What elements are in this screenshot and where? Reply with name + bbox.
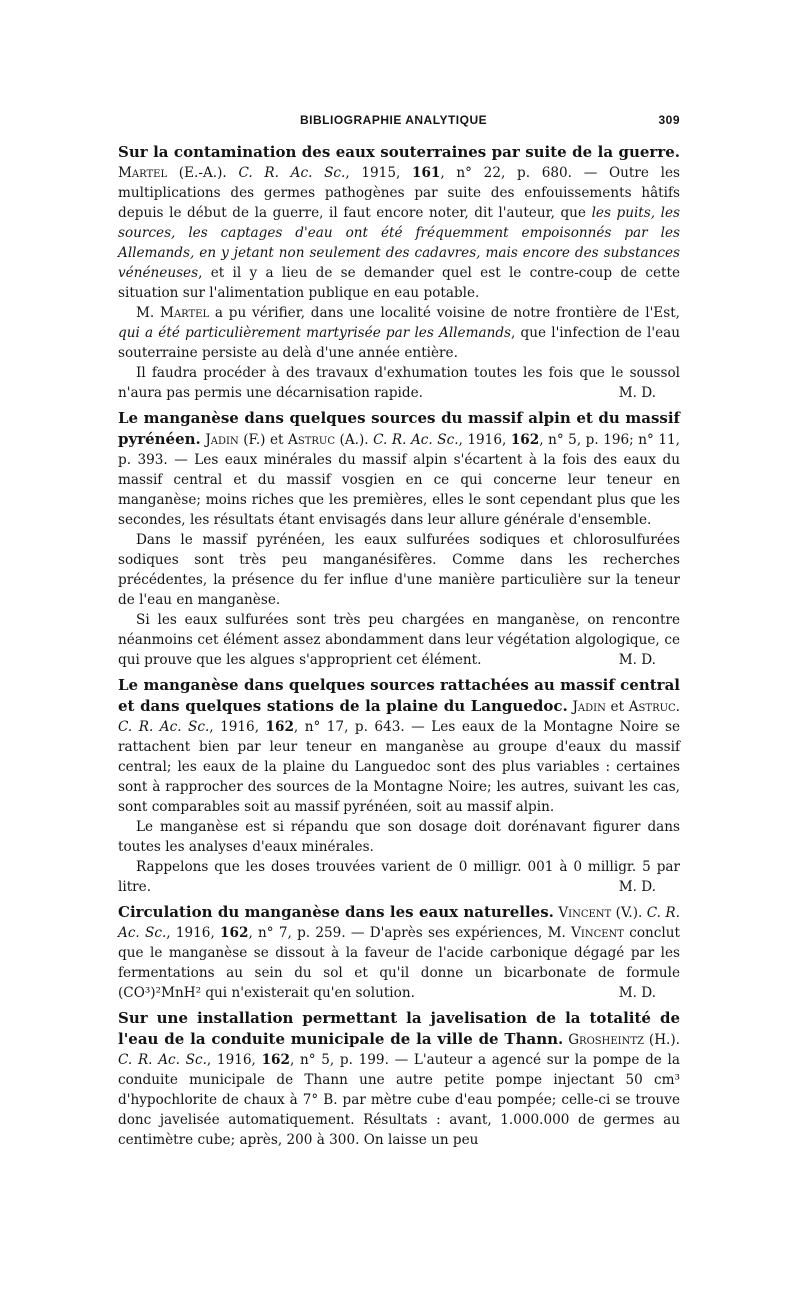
entry-volume: 162 [510,432,540,448]
entry-author-initials: (F.) et [238,432,289,448]
entry-author: Jadin [572,699,606,715]
entry-person: M. Vincent [547,925,624,941]
entry-author: Astruc. [628,699,681,715]
entry-title: Sur une installation permettant la javelisation de la totalité de l'eau de la conduite municipale de la ville de Thann. [118,1009,680,1048]
entry-paragraph [118,1008,680,1150]
entry-signature: M. D. [618,385,656,401]
entry-paragraph [118,902,680,1003]
page-number: 309 [658,113,680,127]
entry-volume: 161 [412,165,441,181]
entry-text: , n° 5, p. 199. — L'auteur a agencé sur la pompe de la conduite municipale de Thann une autre petite pompe injectant 50 cm³ d'hypochlorite de chaux à 7° B. par mètre cube d'eau pompée; celle-ci se trouve donc javelisée automatiquement. Résultats : avant, 1.000.000 de germes au centimètre cube; après, 200 à 300. On laisse un peu [118,1052,680,1148]
entry-journal: C. R. Ac. Sc. [118,719,210,735]
entry-year: , 1916, [166,925,221,941]
entry-quote: qui a été particulièrement martyrisée par les Allemands [118,325,511,341]
entry-text: Il faudra procéder à des travaux d'exhumation toutes les fois que le soussol n'aura pas permis une décarnisation rapide. [118,365,680,401]
entry-paragraph [118,363,680,403]
entry-year: , 1915, [345,165,401,181]
entry-author-initials: (A.). [335,432,374,448]
entry-text: , n° 7, p. 259. — D'après ses expériences, [248,925,548,941]
entry-journal: C. R. Ac. Sc. [118,1052,207,1068]
entry-journal: C. R. Ac. Sc. [118,905,680,941]
entry-signature: M. D. [618,879,656,895]
entry-author: Astruc [288,432,335,448]
entry-author-initials: (H.). [643,1032,680,1048]
entry-contamination [118,142,680,403]
entry-text: , et il y a lieu de se demander quel est le contre-coup de cette situation sur l'alimentation publique en eau potable. [118,265,680,301]
entry-text: a pu vérifier, dans une localité voisine de notre frontière de l'Est, [209,305,680,321]
entry-paragraph [118,857,680,897]
entry-signature: M. D. [618,652,656,668]
entry-manganese-languedoc [118,675,680,897]
entry-author-join: et [605,699,629,715]
entry-text: Dans le massif pyrénéen, les eaux sulfurées sodiques et chlorosulfurées sodiques sont très peu manganésifères. Comme dans les recherches précédentes, la présence du fer influe d'une manière particulière sur la teneur de l'eau en manganèse. [118,532,680,608]
entry-text: Si les eaux sulfurées sont très peu chargées en manganèse, on rencontre néanmoins cet élément assez abondamment dans leur végétation algologique, ce qui prouve que les algues s'approprient cet élément. [118,612,680,668]
entry-manganese-alpin [118,408,680,670]
entry-year: , 1916, [209,719,266,735]
entry-text: conclut que le manganèse se dissout à la faveur de l'acide carbonique dégagé par les fermentations au sein du sol et qu'il donne un bicarbonate de formule (CO³)²MnH² qui n'existerait qu'en solution. [118,925,680,1001]
entry-paragraph [118,142,680,303]
entry-volume: 162 [265,719,294,735]
running-title: BIBLIOGRAPHIE ANALYTIQUE [300,113,488,127]
entry-javelisation-thann [118,1008,680,1150]
entry-text: Rappelons que les doses trouvées varient de 0 milligr. 001 à 0 milligr. 5 par litre. [118,859,680,895]
entry-author: Grosheintz [568,1032,644,1048]
entry-paragraph [118,817,680,857]
entry-journal: C. R. Ac. Sc. [373,432,459,448]
entry-text: , que l'infection de l'eau souterraine persiste au delà d'une année entière. [118,325,680,361]
entry-text: , n° 17, p. 643. — Les eaux de la Montagne Noire se rattachent bien par leur teneur en manganèse au groupe d'eaux du massif central; les eaux de la plaine du Languedoc sont des plus variables : certaines sont à rapprocher des sources de la Montagne Noire; les autres, suivant les cas, sont comparables soit au massif pyrénéen, soit au massif alpin. [118,719,680,815]
entry-paragraph [118,610,680,670]
entry-paragraph [118,530,680,610]
entry-journal: C. R. Ac. Sc. [238,165,346,181]
entry-author-initials: (V.). [611,905,647,921]
entry-year: , 1916, [458,432,511,448]
entry-title: Sur la contamination des eaux souterraines par suite de la guerre. [118,143,680,161]
entry-author: Martel (E.-A.). [118,165,227,181]
entry-circulation-manganese [118,902,680,1003]
document-page [118,108,680,1155]
entry-title: Le manganèse dans quelques sources du massif alpin et du massif pyrénéen. [118,409,680,448]
running-header [118,108,680,130]
entry-text: les multiplications des germes pathogènes par suite des enfouissements hâtifs depuis le début de la guerre, il faut encore noter, dit l'auteur, que [118,165,681,221]
entry-paragraph [118,303,680,363]
entry-text: Le manganèse est si répandu que son dosage doit dorénavant figurer dans toutes les analyses d'eaux minérales. [118,819,680,855]
entry-title: Circulation du manganèse dans les eaux naturelles. [118,903,554,921]
entry-quote: les puits, les sources, les captages d'eau ont été fréquemment empoisonnés par les Allemands, en y jetant non seulement des cadavres, mais encore des substances vénéneuses [118,205,681,281]
entry-person: M. Martel [136,305,210,321]
entry-year: , 1916, [206,1052,262,1068]
entry-issue: , n° 22, p. 680. — Outre [440,165,649,181]
entry-text: , n° 5, p. 196; n° 11, p. 393. — Les eaux minérales du massif alpin s'écartent à la fois des eaux du massif central et du massif vosgien en ce qui concerne leur teneur en manganèse; moins riches que les premières, elles le sont cependant plus que les secondes, les résultats étant envisagés dans leur allure générale d'ensemble. [118,432,680,528]
entry-paragraph [118,408,680,530]
entry-author: Jadin [205,432,239,448]
entry-title: Le manganèse dans quelques sources rattachées au massif central et dans quelques stations de la plaine du Languedoc. [118,676,680,715]
entry-volume: 162 [261,1052,290,1068]
entry-paragraph [118,675,680,817]
entry-volume: 162 [220,925,249,941]
entry-signature: M. D. [618,985,656,1001]
entry-author: Vincent [558,905,612,921]
